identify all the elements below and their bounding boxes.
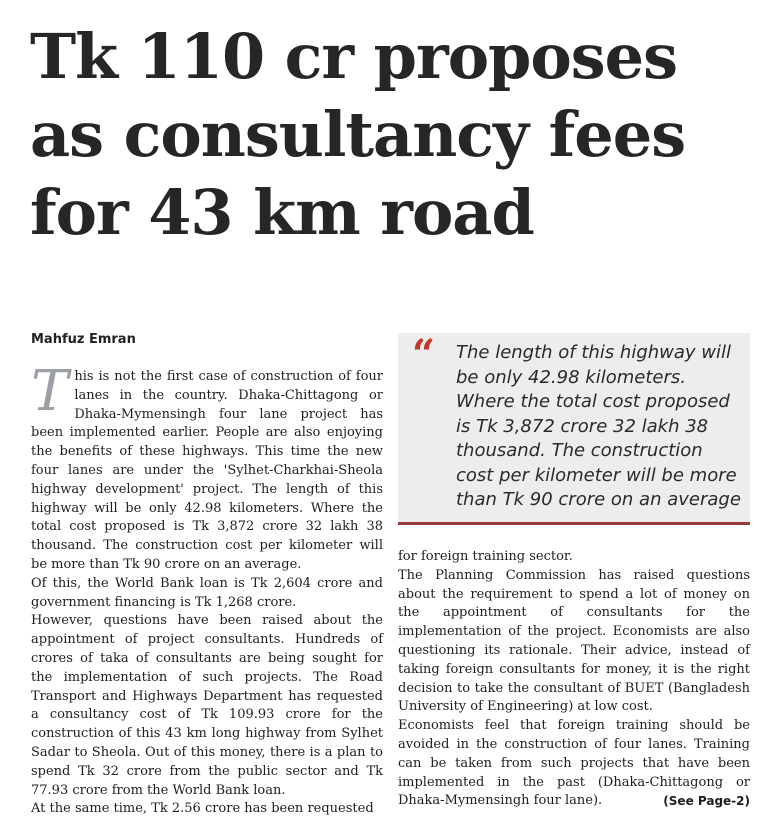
paragraph-7-text: Economists feel that foreign training should be avoided in the construction of four lanes. Training can be taken from such projects that have been implemented in the past (Dhaka-Chittagong or Dhaka-Mymensingh four lane).: [398, 718, 750, 809]
headline-line-3: for 43 km road: [30, 176, 534, 249]
paragraph-1: [31, 359, 383, 575]
headline-line-1: Tk 110 cr proposes: [30, 20, 678, 93]
see-page-link[interactable]: (See Page-2): [663, 794, 750, 809]
paragraph-4: At the same time, Tk 2.56 crore has been requested: [31, 801, 374, 817]
pull-quote-box: [398, 333, 750, 525]
byline: Mahfuz Emran: [31, 332, 136, 347]
article-column-2: [398, 548, 750, 811]
article-column-1: [31, 359, 383, 819]
headline: [30, 18, 770, 252]
headline-line-2: as consultancy fees: [30, 98, 686, 171]
paragraph-5: for foreign training sector.: [398, 549, 573, 564]
pull-quote-text: The length of this highway will be only 42.98 kilometers. Where the total cost proposed is Tk 3,872 crore 32 lakh 38 thousand. The construction cost per kilometer will be more than Tk 90 crore on an average: [456, 342, 741, 510]
drop-cap: T: [31, 359, 69, 424]
paragraph-2: Of this, the World Bank loan is Tk 2,604 crore and government financing is Tk 1,268 crore.: [31, 575, 383, 610]
paragraph-7: [398, 717, 750, 811]
paragraph-3: However, questions have been raised about the appointment of project consultants. Hundreds of crores of taka of consultants are being sought for the implementation of such projects. The Road Transport and Highways Department has requested a consultancy cost of Tk 109.93 crore for the construction of this 43 km long highway from Sylhet Sadar to Sheola. Out of this money, there is a plan to spend Tk 32 crore from the public sector and Tk 77.93 crore from the World Bank loan.: [31, 613, 383, 798]
quote-mark-icon: “: [412, 331, 436, 378]
paragraph-6: The Planning Commission has raised questions about the requirement to spend a lot of money on the appointment of consultants for the implementation of the project. Economists are also questioning its rationale. Their advice, instead of taking foreign consultants for money, it is the right decision to take the consultant of BUET (Bangladesh University of Engineering) at low cost.: [398, 567, 750, 715]
paragraph-1-text: his is not the first case of construction of four lanes in the country. Dhaka-Chittagong or Dhaka-Mymensingh four lane project has been implemented earlier. People are also enjoying the benefits of these highways. This time the new four lanes are under the 'Sylhet-Charkhai-Sheola highway development' project. The length of this highway will be only 42.98 kilometers. Where the total cost proposed is Tk 3,872 crore 32 lakh 38 thousand. The construction cost per kilometer will be more than Tk 90 crore on an average.: [31, 369, 383, 572]
